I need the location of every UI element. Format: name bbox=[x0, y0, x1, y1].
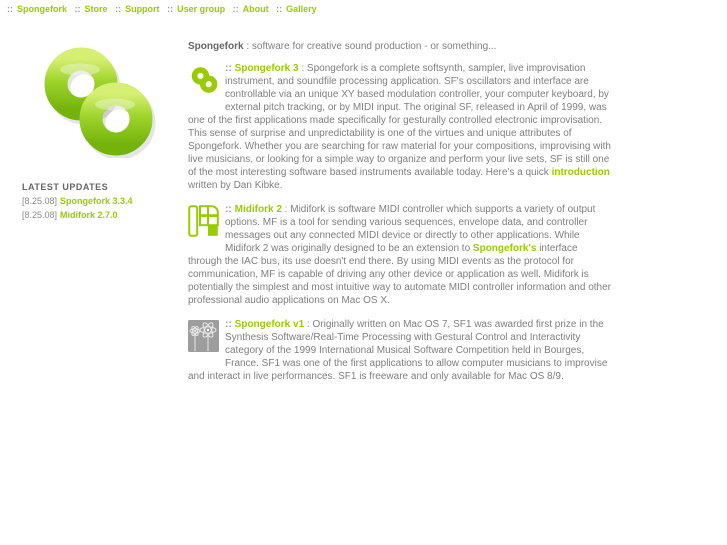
nav-link-about[interactable]: About bbox=[242, 4, 269, 14]
section-body-text: interface through the IAC bus, its use doesn't end there. By using MIDI events as the protocol for communication, MF is capable of driving any other device or application as well. Midifork is potentially the simplest and most intuitive way to automate MIDI controller information and other professional audio applications on Mac OS X. bbox=[188, 243, 611, 306]
section-midifork2 bbox=[188, 203, 613, 307]
section-marker: :: bbox=[225, 204, 232, 215]
nav-separator: :: bbox=[232, 4, 239, 14]
section-marker: :: bbox=[225, 63, 232, 74]
update-date: [8.25.08] bbox=[22, 210, 58, 220]
section-colon: : bbox=[281, 204, 291, 215]
nav-item-about[interactable] bbox=[228, 4, 269, 14]
page-title-product: Spongefork bbox=[188, 41, 244, 52]
section-body-text: Originally written on Mac OS 7, SF1 was awarded first prize in the Synthesis Software/Real-Time Processing with Gestural Control and Interactivity category of the 1999 International Musical Software Competition held in Bourges, France. SF1 was one of the first applications to allow computer musicians to improvise and interact in live performances. SF1 is freeware and only available for Mac OS 8/9. bbox=[188, 319, 608, 382]
section-body-text: Spongefork is a complete softsynth, sampler, live improvisation instrument, and soundfile processing application. SF's oscillators and interface are controllable via an unique XY based modulation controller, your computer keyboard, by external pitch tracking, or by MIDI input. The original SF, released in April of 1999, was one of the first applications made specifically for gesturally controlled electronic improvisation. This sense of surprise and unpredictability is one of the virtues and unique attributes of Spongefork. Whether you are searching for raw material for your compositions, improvising with live musicians, or looking for a simple way to organize and perform your live sets, SF is still one of the most interesting software based instruments available today. Here's a quick bbox=[188, 63, 611, 178]
nav-link-support[interactable]: Support bbox=[125, 4, 160, 14]
main-content bbox=[188, 40, 613, 394]
nav-item-user-group[interactable] bbox=[162, 4, 225, 14]
nav-item-store[interactable] bbox=[70, 4, 108, 14]
spongefork-logo[interactable] bbox=[28, 36, 160, 158]
spongeforks-link[interactable]: Spongefork's bbox=[472, 243, 537, 254]
nav-link-spongefork[interactable]: Spongefork bbox=[17, 4, 68, 14]
midifork2-link[interactable]: Midifork 2 bbox=[234, 204, 282, 215]
spongefork-v1-link[interactable]: Spongefork v1 bbox=[234, 319, 305, 330]
nav-separator: :: bbox=[74, 4, 81, 14]
introduction-link[interactable]: introduction bbox=[551, 167, 610, 178]
spongefork3-link[interactable]: Spongefork 3 bbox=[234, 63, 299, 74]
nav-separator: :: bbox=[115, 4, 122, 14]
spongefork-s-icon bbox=[188, 64, 219, 96]
nav-item-gallery[interactable] bbox=[271, 4, 317, 14]
nav-link-user-group[interactable]: User group bbox=[177, 4, 226, 14]
latest-updates bbox=[22, 182, 182, 221]
nav-separator: :: bbox=[276, 4, 283, 14]
section-spongefork3 bbox=[188, 62, 613, 192]
section-body-text: written by Dan Kibke. bbox=[188, 180, 283, 191]
nav-item-spongefork[interactable] bbox=[7, 4, 67, 14]
section-spongefork-v1 bbox=[188, 318, 613, 383]
midifork-grid-icon bbox=[188, 205, 219, 237]
section-paragraph bbox=[188, 203, 613, 307]
update-row bbox=[22, 195, 182, 207]
section-body-text: Midifork is software MIDI controller which supports a variety of output options. MF is a tool for sending various sequences, envelope data, and controller messages out any connected MIDI device or directly to other applications. While Midifork 2 was originally designed to be an extension to bbox=[225, 204, 596, 254]
section-marker: :: bbox=[225, 319, 232, 330]
update-link-midifork270[interactable]: Midifork 2.7.0 bbox=[60, 210, 118, 220]
page-title-tagline: : software for creative sound production - or something... bbox=[243, 41, 497, 52]
nav-link-gallery[interactable]: Gallery bbox=[286, 4, 317, 14]
section-colon: : bbox=[304, 319, 313, 330]
section-paragraph bbox=[188, 62, 613, 192]
update-row bbox=[22, 209, 182, 221]
section-paragraph bbox=[188, 318, 613, 383]
nav-separator: :: bbox=[7, 4, 13, 14]
update-date: [8.25.08] bbox=[22, 196, 58, 206]
update-link-spongefork334[interactable]: Spongefork 3.3.4 bbox=[60, 196, 133, 206]
latest-updates-heading: LATEST UPDATES bbox=[22, 182, 109, 192]
atom-sketch-icon bbox=[188, 320, 219, 352]
section-colon: : bbox=[298, 63, 307, 74]
nav-link-store[interactable]: Store bbox=[84, 4, 108, 14]
nav-item-support[interactable] bbox=[110, 4, 160, 14]
nav-separator: :: bbox=[167, 4, 174, 14]
page-title bbox=[188, 40, 613, 53]
top-navigation bbox=[7, 4, 317, 14]
